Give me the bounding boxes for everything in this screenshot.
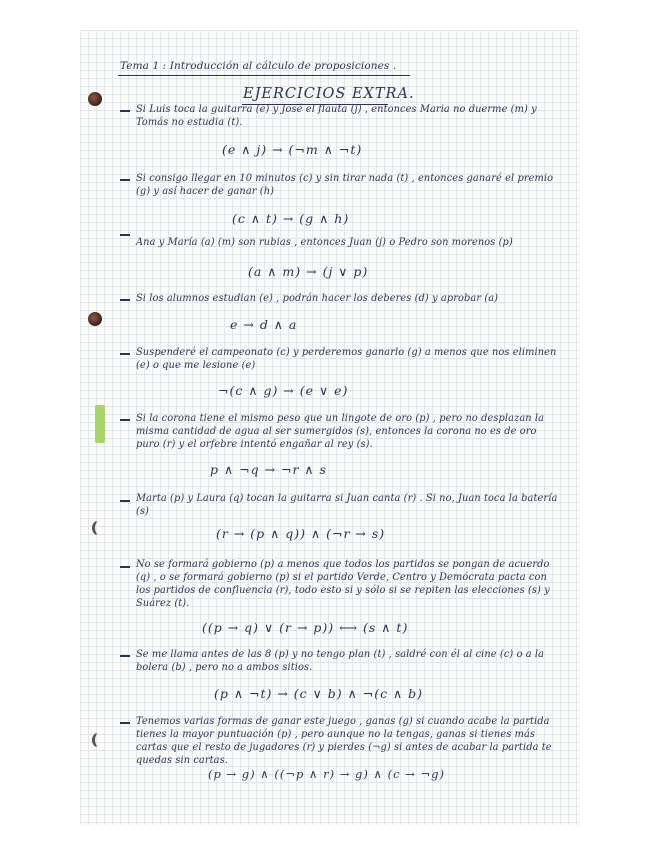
exercise-formula: (r → (p ∧ q)) ∧ (¬r → s) [216,526,386,541]
exercise-formula: ¬(c ∧ g) → (e ∨ e) [218,383,349,398]
exercise-statement: Suspenderé el campeonato (c) y perderemos ganarlo (g) a menos que nos eliminen (e) o que me lesione (e) [136,347,557,371]
exercise-formula: (e ∧ j) → (¬m ∧ ¬t) [222,142,363,157]
torn-punch-hole [92,520,107,536]
exercise-formula: (p ∧ ¬t) → (c ∨ b) ∧ ¬(c ∧ b) [214,686,424,701]
exercise-formula: (a ∧ m) → (j ∨ p) [248,264,369,279]
exercise-statement: Si Luis toca la guitarra (e) y José el flauta (j) , entonces Maria no duerme (m) y Tomás no estudia (t). [136,104,537,128]
exercise-statement: No se formará gobierno (p) a menos que todos los partidos se pongan de acuerdo (q) , o se formará gobierno (p) si el partido Verde, Centro y Demócrata pacta con los partidos de confluencia (r), todo esto si y sólo si se repiten las elecciones (s) y Suárez (t). [136,559,550,609]
bullet-dash [120,566,130,568]
exercise-formula: e → d ∧ a [230,317,298,332]
bullet-dash [120,655,130,657]
page-title: EJERCICIOS EXTRA. [243,86,415,102]
bullet-dash [120,110,130,112]
page-tab-marker [95,405,105,443]
exercise-formula: (c ∧ t) → (g ∧ h) [232,211,350,226]
exercise-statement: Ana y María (a) (m) son rubias , entonces Juan (j) o Pedro son morenos (p) [136,237,513,248]
bullet-dash [120,179,130,181]
bullet-dash [120,299,130,301]
bullet-dash [120,500,130,502]
topic-header: Tema 1 : Introducción al cálculo de proposiciones . [120,60,397,72]
exercise-statement: Si la corona tiene el mismo peso que un lingote de oro (p) , pero no desplazan la misma cantidad de agua al ser sumergidos (s), entonces la corona no es de oro puro (r) y el orfebre intentó engañar al rey (s). [136,413,545,450]
bullet-dash [120,234,130,236]
exercise-statement: Se me llama antes de las 8 (p) y no tengo plan (t) , saldré con él al cine (c) o a la bolera (b) , pero no a ambos sitios. [136,649,545,673]
exercise-statement: Si consigo llegar en 10 minutos (c) y sin tirar nada (t) , entonces ganaré el premio (g) y así hacer de ganar (h) [136,173,554,197]
exercise-formula: p ∧ ¬q → ¬r ∧ s [210,462,327,477]
bullet-dash [120,353,130,355]
header-underline [118,75,410,76]
exercise-formula: (p → g) ∧ ((¬p ∧ r) → g) ∧ (c → ¬g) [208,767,445,781]
punch-hole [88,312,102,326]
exercise-statement: Marta (p) y Laura (q) tocan la guitarra si Juan canta (r) . Si no, Juan toca la batería (s) [136,493,558,517]
bullet-dash [120,419,130,421]
exercise-statement: Tenemos varias formas de ganar este juego , ganas (g) si cuando acabe la partida tienes la mayor puntuación (p) , pero aunque no la tengas, ganas si tienes más cartas que el resto de jugadores (r) y pierdes (¬g) si antes de acabar la partida te quedas sin cartas. [136,716,552,766]
bullet-dash [120,722,130,724]
punch-hole [88,92,102,106]
torn-punch-hole [92,732,107,748]
exercise-formula: ((p → q) ∨ (r → p)) ⟷ (s ∧ t) [202,620,409,635]
exercise-statement: Si los alumnos estudian (e) , podrán hacer los deberes (d) y aprobar (a) [136,293,499,304]
